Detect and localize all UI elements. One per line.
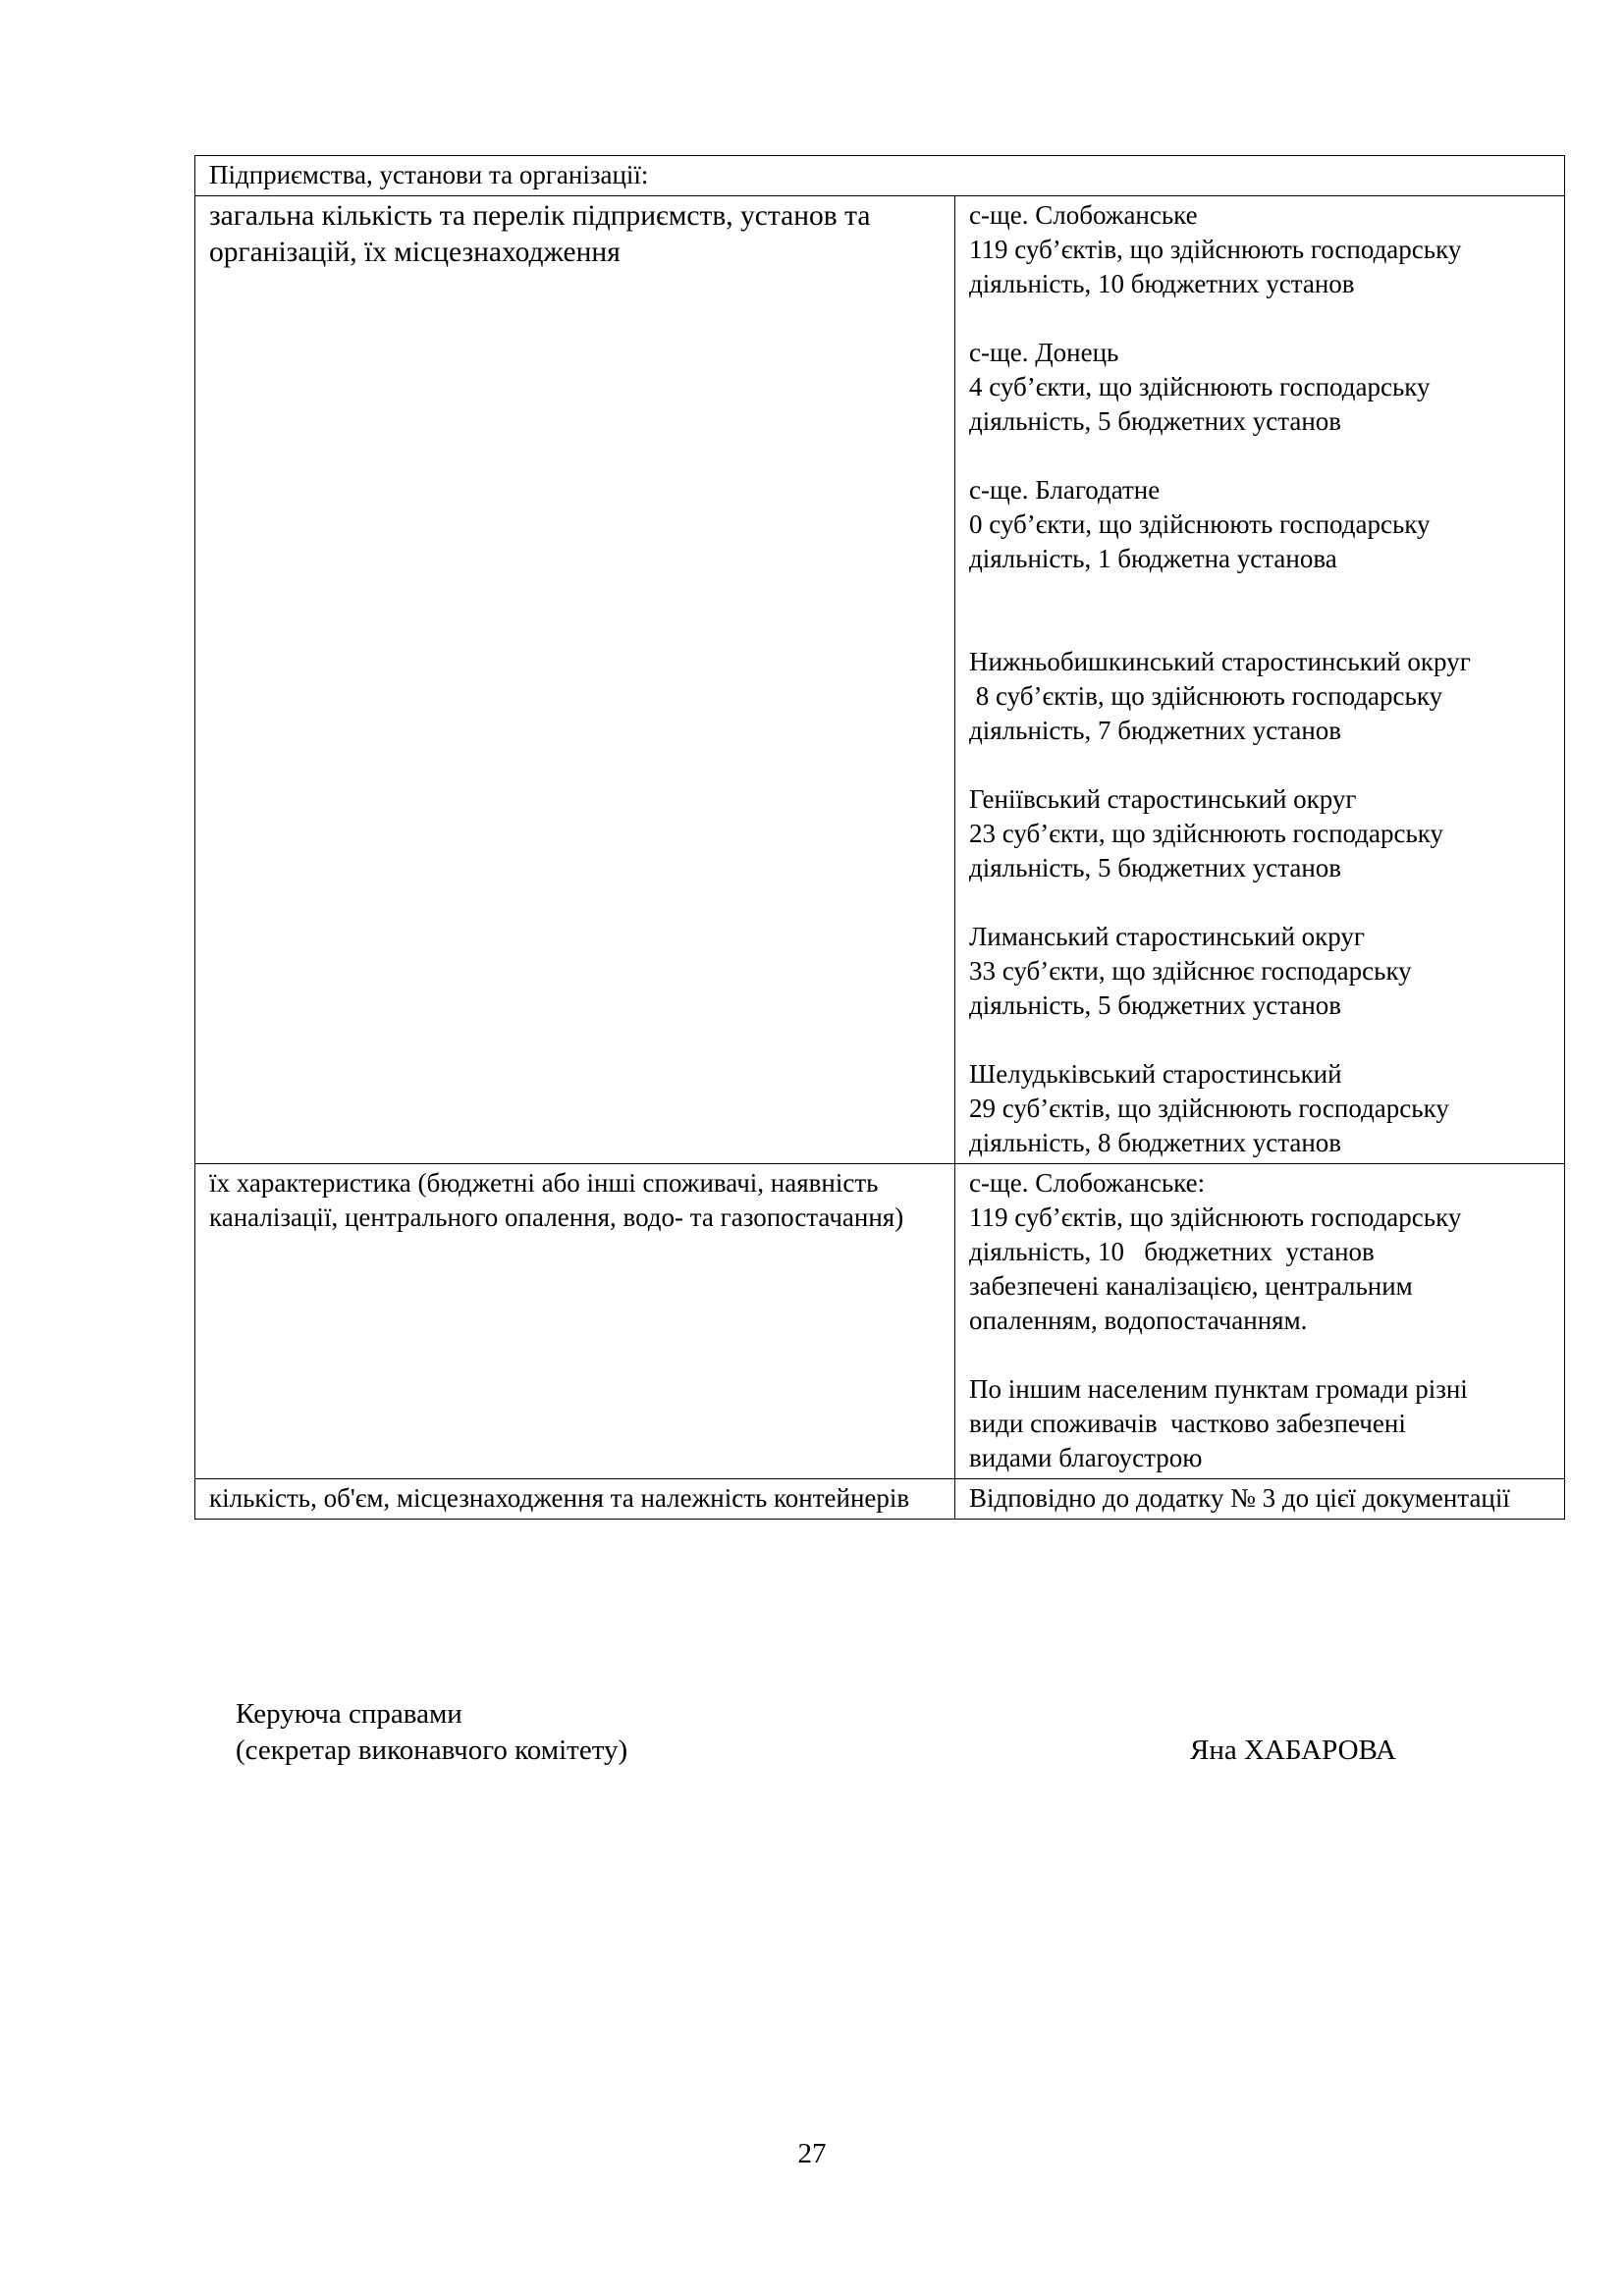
- entry-line: види споживачів частково забезпечені: [969, 1409, 1406, 1438]
- table-header-row: [195, 156, 1565, 196]
- enterprises-list: [955, 196, 1565, 1164]
- place-name: Геніївський старостинський округ: [969, 784, 1357, 814]
- entry-line: 0 суб’єкти, що здійснюють господарську: [969, 509, 1431, 539]
- signature-title-line: (секретар виконавчого комітету): [236, 1735, 628, 1766]
- entry-line: діяльність, 7 бюджетних установ: [969, 716, 1342, 745]
- row-label-containers: кількість, об'єм, місцезнаходження та належність контейнерів: [195, 1479, 955, 1520]
- entry-line: діяльність, 5 бюджетних установ: [969, 853, 1342, 882]
- signature-title-line: Керуюча справами: [236, 1698, 462, 1730]
- entry-line: діяльність, 8 бюджетних установ: [969, 1128, 1342, 1157]
- entry-line: діяльність, 5 бюджетних установ: [969, 406, 1342, 436]
- place-name: Шелудьківський старостинський: [969, 1059, 1342, 1089]
- place-name: с-ще. Донець: [969, 338, 1119, 367]
- entry-line: видами благоустрою: [969, 1443, 1203, 1472]
- entry-line: опаленням, водопостачанням.: [969, 1306, 1308, 1335]
- entry-line: 8 суб’єктів, що здійснюють господарську: [969, 681, 1443, 711]
- list-item: [969, 645, 1550, 748]
- entry-line: 4 суб’єкти, що здійснюють господарську: [969, 372, 1431, 401]
- entry-line: діяльність, 10 бюджетних установ: [969, 1237, 1375, 1266]
- entry-line: забезпечені каналізацією, центральним: [969, 1271, 1413, 1301]
- table-row: [195, 1164, 1565, 1479]
- list-item: [969, 920, 1550, 1023]
- signature-title: [236, 1696, 627, 1769]
- characteristics-cell: [955, 1164, 1565, 1479]
- entry-line: діяльність, 5 бюджетних установ: [969, 990, 1342, 1020]
- signature-name: Яна ХАБАРОВА: [1190, 1735, 1396, 1766]
- entry-line: 33 суб’єкти, що здійснює господарську: [969, 956, 1412, 986]
- entry-line: 119 суб’єктів, що здійснюють господарську: [969, 1202, 1462, 1232]
- row-label-enterprises: загальна кількість та перелік підприємств, установ та організацій, їх місцезнаходження: [195, 196, 955, 1164]
- entry-line: 23 суб’єкти, що здійснюють господарську: [969, 819, 1444, 848]
- entry-line: 119 суб’єктів, що здійснюють господарську: [969, 235, 1462, 264]
- table-row: [195, 196, 1565, 1164]
- page-number: 27: [797, 2138, 827, 2169]
- entry-line: діяльність, 1 бюджетна установа: [969, 544, 1337, 573]
- entry-line: діяльність, 10 бюджетних установ: [969, 269, 1355, 298]
- list-item: [969, 336, 1550, 439]
- place-name: Нижньобишкинський старостинський округ: [969, 647, 1471, 676]
- table-header: Підприємства, установи та організації:: [195, 156, 1565, 196]
- list-item: [969, 1057, 1550, 1160]
- table-row: [195, 1479, 1565, 1520]
- list-item: [969, 473, 1550, 576]
- place-name: с-ще. Благодатне: [969, 475, 1161, 505]
- row-label-characteristics: їх характеристика (бюджетні або інші споживачі, наявність каналізації, центрального опалення, водо- та газопостачання): [195, 1164, 955, 1479]
- place-name: Лиманський старостинський округ: [969, 922, 1366, 951]
- list-item: [969, 198, 1550, 301]
- place-name: с-ще. Слобожанське: [969, 200, 1198, 230]
- entry-line: 29 суб’єктів, що здійснюють господарську: [969, 1094, 1449, 1123]
- containers-value: Відповідно до додатку № 3 до цієї документації: [955, 1479, 1565, 1520]
- entry-line: с-ще. Слобожанське:: [969, 1168, 1206, 1198]
- document-table: [194, 155, 1565, 1520]
- list-item: [969, 782, 1550, 885]
- entry-line: По іншим населеним пунктам громади різні: [969, 1374, 1468, 1404]
